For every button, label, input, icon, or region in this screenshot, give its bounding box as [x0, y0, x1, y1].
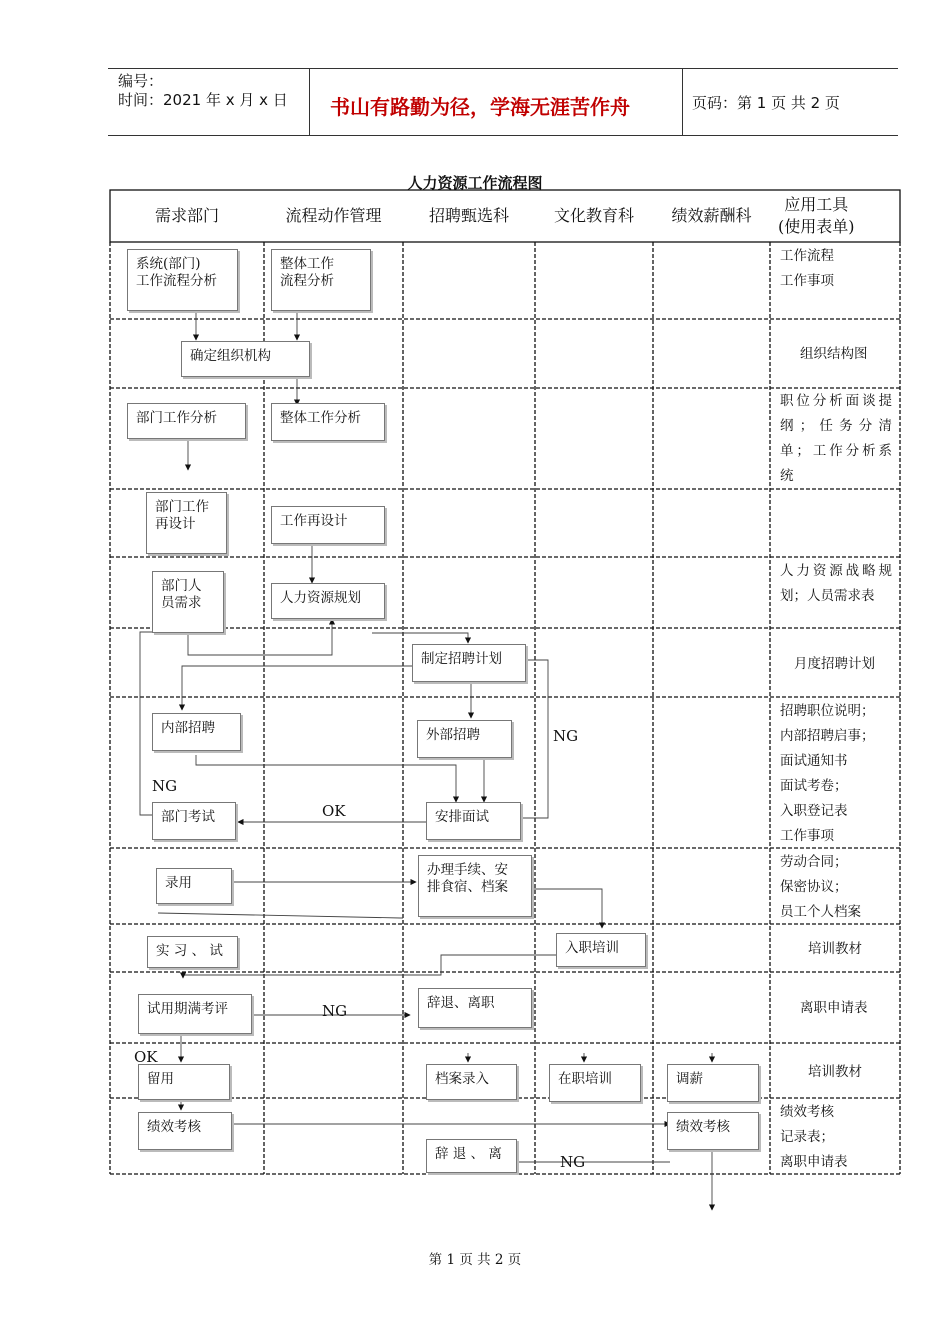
box-internal-recruit — [152, 713, 241, 751]
tool-item: 纲；任务分清 — [780, 418, 892, 434]
tool-item: 招聘职位说明； — [780, 703, 875, 719]
page-info: 页码：第 1 页 共 2 页 — [692, 94, 840, 112]
tools-r2 — [800, 342, 868, 367]
box-arrange-interview — [426, 802, 521, 840]
box-salary-adjust — [667, 1064, 759, 1102]
box-external-recruit — [417, 720, 512, 758]
box-label: 内部招聘 — [161, 720, 215, 736]
tool-item: 保密协议； — [780, 879, 848, 895]
box-label: 辞退、离职 — [427, 995, 495, 1011]
box-label: 在职培训 — [558, 1071, 612, 1087]
box-inservice-training — [549, 1064, 641, 1102]
box-label: 部门考试 — [161, 809, 215, 825]
box-label: 绩效考核 — [676, 1119, 730, 1135]
box-whole-workflow-analysis — [271, 249, 371, 311]
motto: 书山有路勤为径，学海无涯苦作舟 — [330, 95, 630, 119]
tools-r7 — [780, 699, 875, 849]
box-label: 辞 退 、 离 — [435, 1146, 502, 1162]
box-dept-job-redesign — [146, 492, 227, 554]
box-perf-review-dept — [138, 1112, 232, 1150]
box-procedures — [418, 855, 532, 917]
tool-item: 员工个人档案 — [780, 904, 861, 920]
tool-item: 培训教材 — [808, 941, 862, 957]
box-label: 安排面试 — [435, 809, 489, 825]
col-header-flow-mgmt: 流程动作管理 — [285, 206, 382, 225]
box-label: 整体工作 流程分析 — [280, 256, 334, 289]
box-label: 制定招聘计划 — [421, 651, 502, 667]
label-ok-test: OK — [322, 802, 346, 820]
box-label: 部门工作 再设计 — [155, 499, 209, 532]
box-resign-1 — [418, 988, 532, 1028]
tool-item: 离职申请表 — [780, 1154, 848, 1170]
col-header-performance: 绩效薪酬科 — [671, 206, 752, 225]
box-label: 人力资源规划 — [280, 590, 361, 606]
tool-item: 人力资源战略规 — [780, 563, 892, 579]
box-onboard-training — [556, 933, 646, 967]
box-archive-entry — [426, 1064, 517, 1100]
tool-item: 单；工作分析系 — [780, 443, 892, 459]
tool-item: 记录表； — [780, 1129, 834, 1145]
tool-item: 统 — [780, 468, 794, 484]
box-label: 绩效考核 — [147, 1119, 201, 1135]
tool-item: 培训教材 — [808, 1064, 862, 1080]
label-ng-probation: NG — [322, 1002, 348, 1020]
tool-item: 工作事项 — [780, 273, 834, 289]
tool-item: 入职登记表 — [780, 803, 848, 819]
col-header-tools: 应用工具 (使用表单) — [778, 195, 855, 236]
box-whole-job-analysis — [271, 403, 385, 441]
label-ng-perf: NG — [560, 1153, 586, 1171]
serial-label: 编号： — [118, 72, 164, 90]
box-resign-2 — [426, 1139, 517, 1173]
tool-item: 组织结构图 — [800, 346, 868, 362]
tool-item: 划；人员需求表 — [780, 588, 875, 604]
box-label: 试用期满考评 — [147, 1001, 228, 1017]
box-label: 工作再设计 — [280, 513, 348, 529]
box-label: 实 习 、 试 — [156, 943, 223, 959]
box-dept-staff-need — [152, 571, 224, 633]
tools-r9 — [808, 937, 862, 962]
box-hire — [156, 868, 232, 904]
tool-item: 工作流程 — [780, 248, 834, 264]
tool-item: 劳动合同； — [780, 854, 848, 870]
label-ng-external: NG — [553, 727, 579, 745]
tool-item: 工作事项 — [780, 828, 834, 844]
box-label: 档案录入 — [435, 1071, 489, 1087]
box-job-redesign — [271, 506, 385, 544]
box-label: 录用 — [165, 875, 192, 891]
box-org-structure — [181, 341, 310, 377]
box-probation-review — [138, 994, 252, 1034]
col-header-education: 文化教育科 — [553, 206, 634, 225]
tools-r12 — [780, 1100, 848, 1175]
box-retain — [138, 1064, 230, 1100]
tools-r10 — [800, 996, 868, 1021]
box-label: 确定组织机构 — [190, 348, 271, 364]
box-label: 整体工作分析 — [280, 410, 361, 426]
box-sys-workflow-analysis — [127, 249, 238, 311]
tool-item: 绩效考核 — [780, 1104, 834, 1120]
label-ok-probation: OK — [134, 1048, 158, 1066]
tools-r8 — [780, 850, 861, 925]
tools-r3 — [780, 389, 892, 489]
box-label: 留用 — [147, 1071, 174, 1087]
tools-r6 — [794, 652, 875, 677]
box-dept-test — [152, 802, 236, 840]
tool-item: 面试考卷； — [780, 778, 848, 794]
col-header-demand-dept: 需求部门 — [154, 206, 219, 225]
page-title: 人力资源工作流程图 — [407, 174, 543, 192]
box-dept-job-analysis — [127, 403, 246, 439]
tools-r1 — [780, 244, 834, 294]
box-label: 调薪 — [676, 1071, 703, 1087]
box-label: 部门工作分析 — [136, 410, 217, 426]
box-label: 入职培训 — [565, 940, 619, 956]
time-label: 时间：2021 年 x 月 x 日 — [118, 91, 288, 109]
box-label: 系统(部门) 工作流程分析 — [136, 256, 217, 289]
page-footer: 第 1 页 共 2 页 — [428, 1252, 522, 1268]
tools-r11 — [808, 1060, 862, 1085]
box-label: 部门人 员需求 — [161, 578, 202, 611]
box-hr-planning — [271, 583, 385, 619]
tool-item: 月度招聘计划 — [794, 656, 875, 672]
tool-item: 面试通知书 — [780, 753, 848, 769]
box-label: 外部招聘 — [426, 727, 480, 743]
tool-item: 内部招聘启事； — [780, 728, 875, 744]
box-label: 办理手续、安 排食宿、档案 — [427, 862, 508, 895]
tool-item: 职位分析面谈提 — [780, 393, 892, 409]
tools-r5 — [780, 559, 892, 609]
label-ng-internal: NG — [152, 777, 178, 795]
tool-item: 离职申请表 — [800, 1000, 868, 1016]
col-header-recruit: 招聘甄选科 — [428, 206, 509, 225]
box-recruit-plan — [412, 644, 526, 682]
box-perf-review-comp — [667, 1112, 759, 1150]
box-internship — [147, 936, 238, 968]
